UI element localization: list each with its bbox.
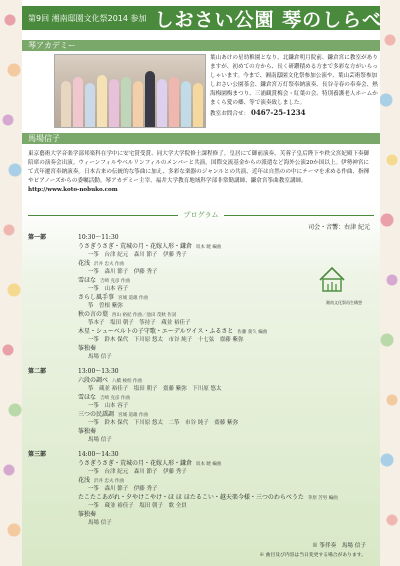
item-credit: 宮城 道雄 作曲 — [118, 296, 148, 301]
item-performers: 筝 曽根 紫弥 — [88, 303, 123, 309]
item-performers: 一筝 山本 容子 — [88, 286, 129, 292]
item-title-row — [78, 409, 368, 418]
item-performers: 一筝 森川 節子 伊藤 秀子 — [88, 269, 158, 275]
item-performers: 一筝 台津 紀元 森川 節子 伊藤 秀子 — [88, 252, 187, 258]
header-banner — [22, 6, 383, 31]
heading-rule-left — [28, 215, 178, 216]
section-label-profile: 馬場信子 — [28, 134, 60, 143]
item-title-row — [78, 343, 368, 352]
part-time: 13:00～13:30 — [78, 368, 119, 375]
item-title: さらし風手事 — [78, 294, 115, 301]
part-label: 第二部 — [28, 368, 47, 375]
part-time: 14:00～14:30 — [78, 451, 119, 458]
floral-border-right — [380, 0, 400, 566]
item-credit: 沢井 忠夫 作曲 — [94, 262, 124, 267]
academy-intro-text: 葉山あけの星幼稚園となり、北鎌倉明月院前、鎌倉宮に教室がありますが、初めての方から、長く研鑽積める方まで多彩な方がいらっしゃいます。今まで、湘南邸園文化祭参加公演や、葉山芸術祭参加しおさい公園茶会、鎌倉宮万灯祭奉納演奏、長谷寺春の奉奏会、熱海梅園梅まつり、三浦観賞梅会・紅葉の会、特別養護老人ホームかまくら愛の郷、等で演奏致しました。 — [210, 55, 378, 106]
item-credit: 宮城 道雄 作曲 — [118, 413, 148, 418]
item-performers: 馬場 信子 — [88, 520, 112, 526]
photo-person — [73, 77, 83, 127]
item-title-row — [78, 458, 368, 467]
item-performers: 一筝 鈴木 保代 下川原 悠太 二筝 市谷 純子 齋藤 紫弥 — [88, 420, 238, 426]
item-credit: 吉崎 克彦 作曲 — [100, 396, 130, 401]
profile-text: 東京藝術大学音楽学部邦楽科在学中に安宅賞受賞、同大学大学院修士課程修了。皇居にて御前演奏、芙蓉子皇后陛下や秩父宮妃殿下奏御陪席の演奏会出演。ウィーンフィルやベルリンフィルのメンバーと共演。国際交流基金からの派遣など海外公演20か国以上。伊勢神宮にて式年遷宮奉納演奏。日本古来の伝統的な筝曲に加え、多彩な楽器のジャンルとの共演、近年は自然のの中にテーマを求める作曲、指揮やピアノーズからの委嘱活動。琴アカデミー主宰、福井大学教育地域科学部非常勤講師、鎌倉宮筝曲教室講師。 — [28, 151, 370, 184]
item-title: うさぎうさぎ・荒城の月・花嫁人形・鎌倉 — [78, 460, 193, 467]
program-item — [78, 475, 368, 492]
item-title-row — [78, 509, 368, 518]
item-performers: 一筝 蔵並 裕佳子 塩田 朝子 歌 全員 — [88, 503, 187, 509]
item-title: 木星・シューベルトの子守歌・エーデルワイス・ふるさと — [78, 328, 234, 335]
item-performers: 馬場 信子 — [88, 437, 112, 443]
item-title: うさぎうさぎ・荒城の月・花嫁人形・鎌倉 — [78, 243, 193, 250]
item-title: 六段の調べ — [78, 377, 109, 384]
footer-sponsor: ※ 筝伴奏 馬場 信子 — [312, 543, 366, 549]
item-title-row — [78, 375, 368, 384]
item-title-row — [78, 392, 368, 401]
heading-rule-right — [224, 215, 374, 216]
program-item — [78, 458, 368, 475]
item-performers: 一筝 台津 紀元 森川 節子 伊藤 秀子 — [88, 469, 187, 475]
program-item — [78, 509, 368, 526]
footer-note: ※ 曲目及び内容は当日変更する場合があります。 — [259, 553, 366, 558]
item-title-row — [78, 241, 368, 250]
program-host: 司会・音響：右津 紀元 — [308, 224, 370, 231]
program-item — [78, 426, 368, 443]
item-performers: 馬場 信子 — [88, 354, 112, 360]
photo-person — [193, 83, 203, 127]
photo-person — [169, 77, 179, 127]
photo-person — [133, 81, 143, 127]
content-area — [22, 0, 383, 566]
logo-caption: 湘南文化祭再生構想 — [326, 300, 362, 305]
item-title: 秋の言の葉 — [78, 311, 109, 318]
program-part — [28, 449, 368, 526]
photo-person — [61, 81, 71, 127]
photo-person — [121, 77, 131, 127]
banner-title: しおさい公園 琴のしらべ — [154, 8, 383, 31]
program-title: プログラム — [183, 211, 219, 219]
part-time: 10:30～11:30 — [78, 234, 119, 241]
contact-phone: 0467-25-1234 — [250, 108, 306, 117]
item-performers: 一筝 山本 容子 — [88, 403, 129, 409]
program-item — [78, 409, 368, 426]
item-credit: 吉崎 克彦 作曲 — [100, 279, 130, 284]
part-label: 第三部 — [28, 451, 47, 458]
item-title: 花浅 — [78, 260, 91, 267]
item-performers: 一筝 鈴木 保代 下川原 悠太 市谷 純子 十七弦 齋藤 紫弥 — [88, 337, 244, 343]
photo-person — [145, 71, 155, 127]
item-credit: 佐藤 義久 編曲 — [237, 330, 268, 335]
academy-intro — [210, 54, 378, 119]
item-performers: 一筝 森川 節子 伊藤 秀子 — [88, 486, 158, 492]
item-title: 筝独奏 — [78, 428, 97, 435]
item-credit: 茅原 芳男 編曲 — [307, 496, 338, 501]
festival-logo-icon — [312, 258, 352, 298]
item-title: 三つの民謡調 — [78, 411, 115, 418]
item-title: たこたこあがれ・夕やけこやけ・ほ ほ ほたるこい・越天楽今様・三つのわらべうた — [78, 494, 304, 501]
banner-subtitle: 第9回 湘南邸園文化祭2014 参加 — [28, 13, 147, 23]
photo-person — [157, 79, 167, 127]
photo-person — [181, 81, 191, 127]
contact-label: 教室お問合せ： — [210, 111, 250, 117]
program-item — [78, 492, 368, 509]
item-title-row — [78, 475, 368, 484]
photo-person — [97, 75, 107, 127]
item-title: 筝独奏 — [78, 511, 97, 518]
item-credit: 西山 裕紀 作曲／池田 茂秋 作詞 — [112, 313, 177, 318]
part-label: 第一部 — [28, 234, 47, 241]
item-title-row — [78, 309, 368, 318]
profile-url[interactable]: http://www.koto-nobuko.com — [28, 187, 118, 193]
item-title: 筝独奏 — [78, 345, 97, 352]
item-title: 雪ほな — [78, 394, 97, 401]
group-photo — [54, 54, 206, 128]
item-performers: 筝本子 塩田 朝子 筝持子 蔵並 裕佳子 — [88, 320, 191, 326]
program-item — [78, 241, 368, 258]
program-item — [78, 392, 368, 409]
item-title-row — [78, 426, 368, 435]
item-title: 花浅 — [78, 477, 91, 484]
program-heading — [22, 210, 380, 220]
item-credit: 八橋 検校 作曲 — [112, 379, 142, 384]
program-item — [78, 343, 368, 360]
section-bar-academy — [22, 40, 380, 51]
program-part — [28, 366, 368, 443]
photo-person — [109, 79, 119, 127]
item-credit: 坂本 暁 編曲 — [196, 245, 222, 250]
section-label-academy: 琴アカデミー — [28, 41, 76, 50]
item-title-row — [78, 492, 368, 501]
item-credit: 坂本 暁 編曲 — [196, 462, 222, 467]
item-title: 雪ほな — [78, 277, 97, 284]
program-item — [78, 309, 368, 326]
item-performers: 筝 蔵並 裕佳子 塩田 朝子 齋藤 紫弥 下川原 悠太 — [88, 386, 222, 392]
profile-text-block — [28, 150, 374, 195]
floral-border-left — [0, 0, 22, 566]
program-item — [78, 375, 368, 392]
item-title-row — [78, 326, 368, 335]
item-credit: 沢井 忠夫 作曲 — [94, 479, 124, 484]
photo-person — [85, 83, 95, 127]
section-bar-profile — [22, 133, 380, 144]
program-item — [78, 326, 368, 343]
